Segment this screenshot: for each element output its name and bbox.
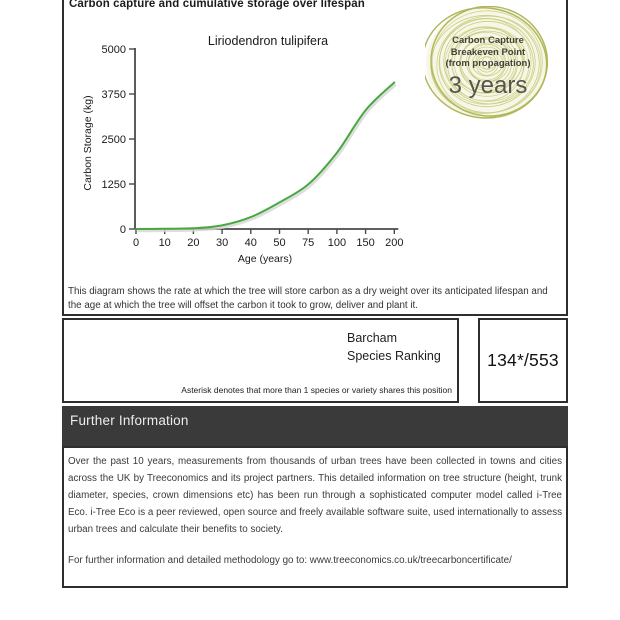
carbon-storage-chart — [64, 24, 464, 279]
svg-text:200: 200 — [385, 237, 404, 249]
svg-text:5000: 5000 — [101, 44, 126, 56]
breakeven-badge — [425, 6, 551, 122]
species-ranking-label-line2: Species Ranking — [347, 348, 441, 363]
further-information-header — [62, 406, 568, 446]
svg-text:30: 30 — [215, 237, 229, 249]
svg-text:40: 40 — [244, 237, 257, 249]
svg-text:1250: 1250 — [101, 179, 126, 191]
chart-panel — [62, 0, 568, 316]
svg-text:2500: 2500 — [101, 134, 126, 146]
svg-text:75: 75 — [302, 237, 315, 249]
svg-text:150: 150 — [356, 237, 375, 249]
svg-text:100: 100 — [327, 237, 347, 249]
svg-text:Carbon Storage (kg): Carbon Storage (kg) — [82, 95, 94, 191]
breakeven-value: 3 years — [448, 72, 528, 99]
svg-text:20: 20 — [187, 237, 200, 249]
svg-text:0: 0 — [132, 237, 140, 249]
svg-text:3750: 3750 — [101, 89, 126, 101]
breakeven-badge-label — [425, 35, 551, 70]
further-information-paragraph: Over the past 10 years, measurements from thousands of urban trees have been collected in towns and cities across the UK by Treeconomics and its project partners. This detailed information on tree structure (height, trunk diameter, species, crown dimensions etc) has been run through a sophisticated computer model called i-Tree Eco. i-Tree Eco is a peer reviewed, open source and freely available software suite, used internationally to assess urban trees and calculate their benefits to society. — [68, 456, 562, 535]
svg-text:Age (years): Age (years) — [237, 253, 293, 265]
further-information-heading: Further Information — [70, 413, 189, 428]
further-information-panel — [62, 446, 568, 588]
species-ranking-label — [347, 330, 441, 365]
page-title: Carbon capture and cumulative storage over lifespan — [69, 0, 365, 10]
species-ranking-value-cell — [478, 318, 568, 403]
breakeven-badge-line1: Carbon Capture — [452, 35, 524, 46]
further-information-link-line: For further information and detailed methodology go to: www.treeconomics.co.uk/treecarboncertificate/ — [68, 555, 512, 566]
species-ranking-label-line1: Barcham — [347, 331, 398, 345]
breakeven-badge-line3: (from propagation) — [445, 58, 531, 69]
svg-text:0: 0 — [119, 224, 126, 236]
species-ranking-value: 134*/553 — [487, 350, 559, 370]
breakeven-badge-line2: Breakeven Point — [450, 46, 526, 58]
svg-text:Liriodendron tulipifera: Liriodendron tulipifera — [207, 34, 329, 48]
svg-text:10: 10 — [158, 237, 171, 249]
species-ranking-note: Asterisk denotes that more than 1 species or variety shares this position — [181, 385, 452, 395]
chart-description: This diagram shows the rate at which the tree will store carbon as a dry weight over its anticipated lifespan and the age at which the tree will offset the carbon it took to grow, deliver and plant it. — [68, 286, 548, 311]
svg-text:50: 50 — [273, 237, 286, 249]
species-ranking-panel — [62, 318, 459, 403]
